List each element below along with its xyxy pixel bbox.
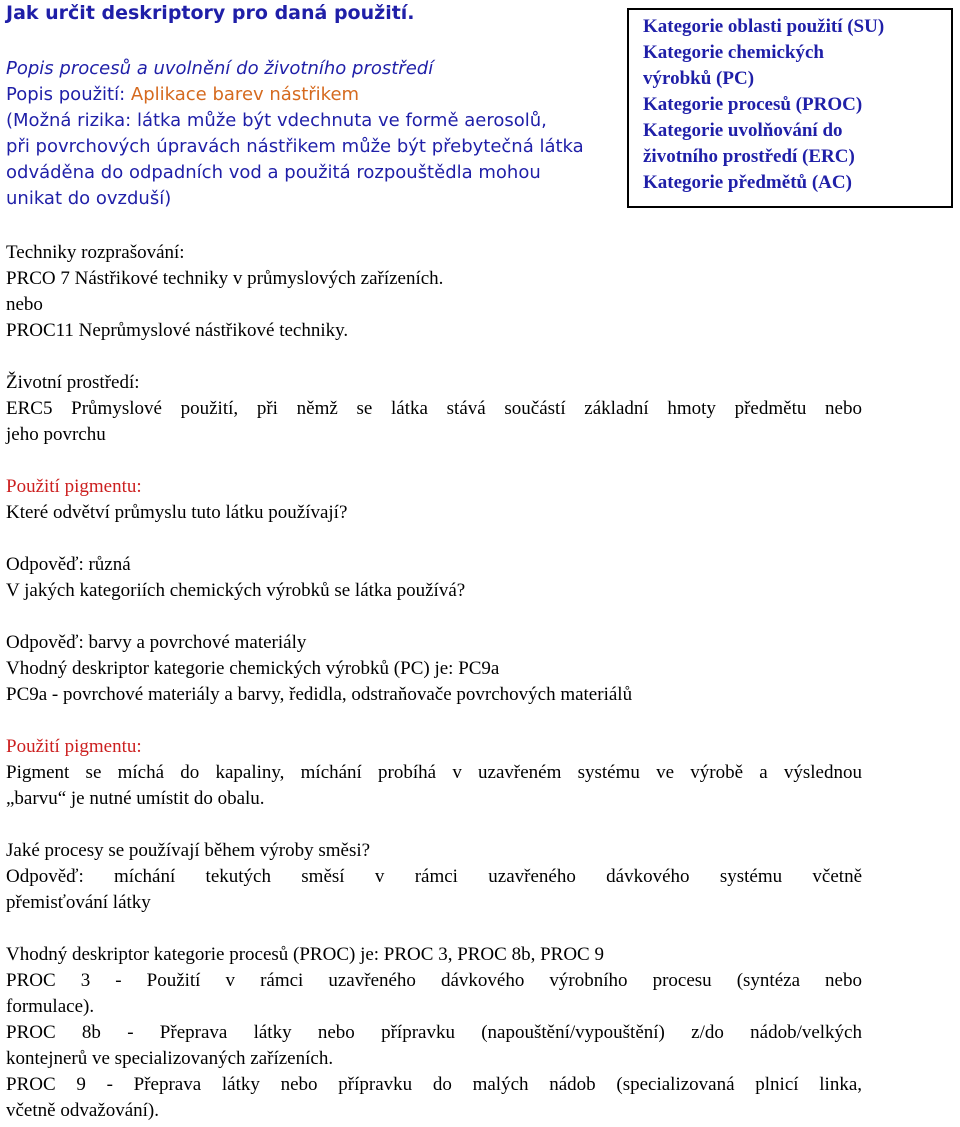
process-heading: Popis procesů a uvolnění do životního prostředí bbox=[6, 58, 434, 79]
pigment-heading: Použití pigmentu: bbox=[6, 736, 142, 757]
process-question: Jaké procesy se používají během výroby směsi? bbox=[6, 840, 371, 861]
proc3-description: PROC 3 - Použití v rámci uzavřeného dávkového výrobního procesu (syntéza nebo bbox=[6, 970, 862, 991]
mixing-description: „barvu“ je nutné umístit do obalu. bbox=[6, 788, 265, 809]
page-title: Jak určit deskriptory pro daná použití. bbox=[6, 2, 415, 24]
spray-option-1: PRCO 7 Nástřikové techniky v průmyslových zařízeních. bbox=[6, 268, 444, 289]
use-label: Popis použití: bbox=[6, 84, 126, 105]
category-item: Kategorie procesů (PROC) bbox=[643, 94, 863, 115]
use-value: Aplikace barev nástřikem bbox=[130, 84, 360, 105]
proc-descriptor: Vhodný deskriptor kategorie procesů (PROC) je: PROC 3, PROC 8b, PROC 9 bbox=[6, 944, 604, 965]
proc8b-description: kontejnerů ve specializovaných zařízeních. bbox=[6, 1048, 334, 1069]
spray-heading: Techniky rozprašování: bbox=[6, 242, 185, 263]
proc9-description: včetně odvažování). bbox=[6, 1100, 159, 1121]
category-item: Kategorie uvolňování do bbox=[643, 120, 843, 141]
proc8b-description: PROC 8b - Přeprava látky nebo přípravku (napouštění/vypouštění) z/do nádob/velkých bbox=[6, 1022, 862, 1043]
category-item: životního prostředí (ERC) bbox=[643, 146, 855, 167]
use-description bbox=[6, 82, 616, 108]
risk-line: unikat do ovzduší) bbox=[6, 188, 172, 209]
spray-or: nebo bbox=[6, 294, 43, 315]
category-item: Kategorie oblasti použití (SU) bbox=[643, 16, 885, 37]
intro-section bbox=[6, 56, 616, 212]
pc-descriptor-detail: PC9a - povrchové materiály a barvy, ředidla, odstraňovače povrchových materiálů bbox=[6, 684, 633, 705]
risk-line: odváděna do odpadních vod a použitá rozpouštědla mohou bbox=[6, 162, 541, 183]
pigment-heading: Použití pigmentu: bbox=[6, 476, 142, 497]
mixing-description: Pigment se míchá do kapaliny, míchání probíhá v uzavřeném systému ve výrobě a výslednou bbox=[6, 762, 862, 783]
category-item: Kategorie chemických bbox=[643, 42, 824, 63]
industry-question: Které odvětví průmyslu tuto látku používají? bbox=[6, 502, 348, 523]
risk-line: (Možná rizika: látka může být vdechnuta ve formě aerosolů, bbox=[6, 110, 547, 131]
category-question: V jakých kategoriích chemických výrobků se látka používá? bbox=[6, 580, 466, 601]
process-answer: přemisťování látky bbox=[6, 892, 151, 913]
environment-line: jeho povrchu bbox=[6, 424, 106, 445]
proc3-description: formulace). bbox=[6, 996, 95, 1017]
category-answer: Odpověď: barvy a povrchové materiály bbox=[6, 632, 307, 653]
environment-heading: Životní prostředí: bbox=[6, 372, 140, 393]
proc9-description: PROC 9 - Přeprava látky nebo přípravku do malých nádob (specializovaná plnicí linka, bbox=[6, 1074, 862, 1095]
process-answer: Odpověď: míchání tekutých směsí v rámci uzavřeného dávkového systému včetně bbox=[6, 866, 862, 887]
industry-answer: Odpověď: různá bbox=[6, 554, 131, 575]
category-item: Kategorie předmětů (AC) bbox=[643, 172, 852, 193]
risk-line: při povrchových úpravách nástřikem může být přebytečná látka bbox=[6, 136, 584, 157]
pc-descriptor: Vhodný deskriptor kategorie chemických výrobků (PC) je: PC9a bbox=[6, 658, 500, 679]
environment-line: ERC5 Průmyslové použití, při němž se látka stává součástí základní hmoty předmětu nebo bbox=[6, 398, 862, 419]
spray-option-2: PROC11 Neprůmyslové nástřikové techniky. bbox=[6, 320, 349, 341]
category-item: výrobků (PC) bbox=[643, 68, 755, 89]
category-box bbox=[627, 8, 953, 208]
main-content bbox=[6, 240, 862, 1124]
